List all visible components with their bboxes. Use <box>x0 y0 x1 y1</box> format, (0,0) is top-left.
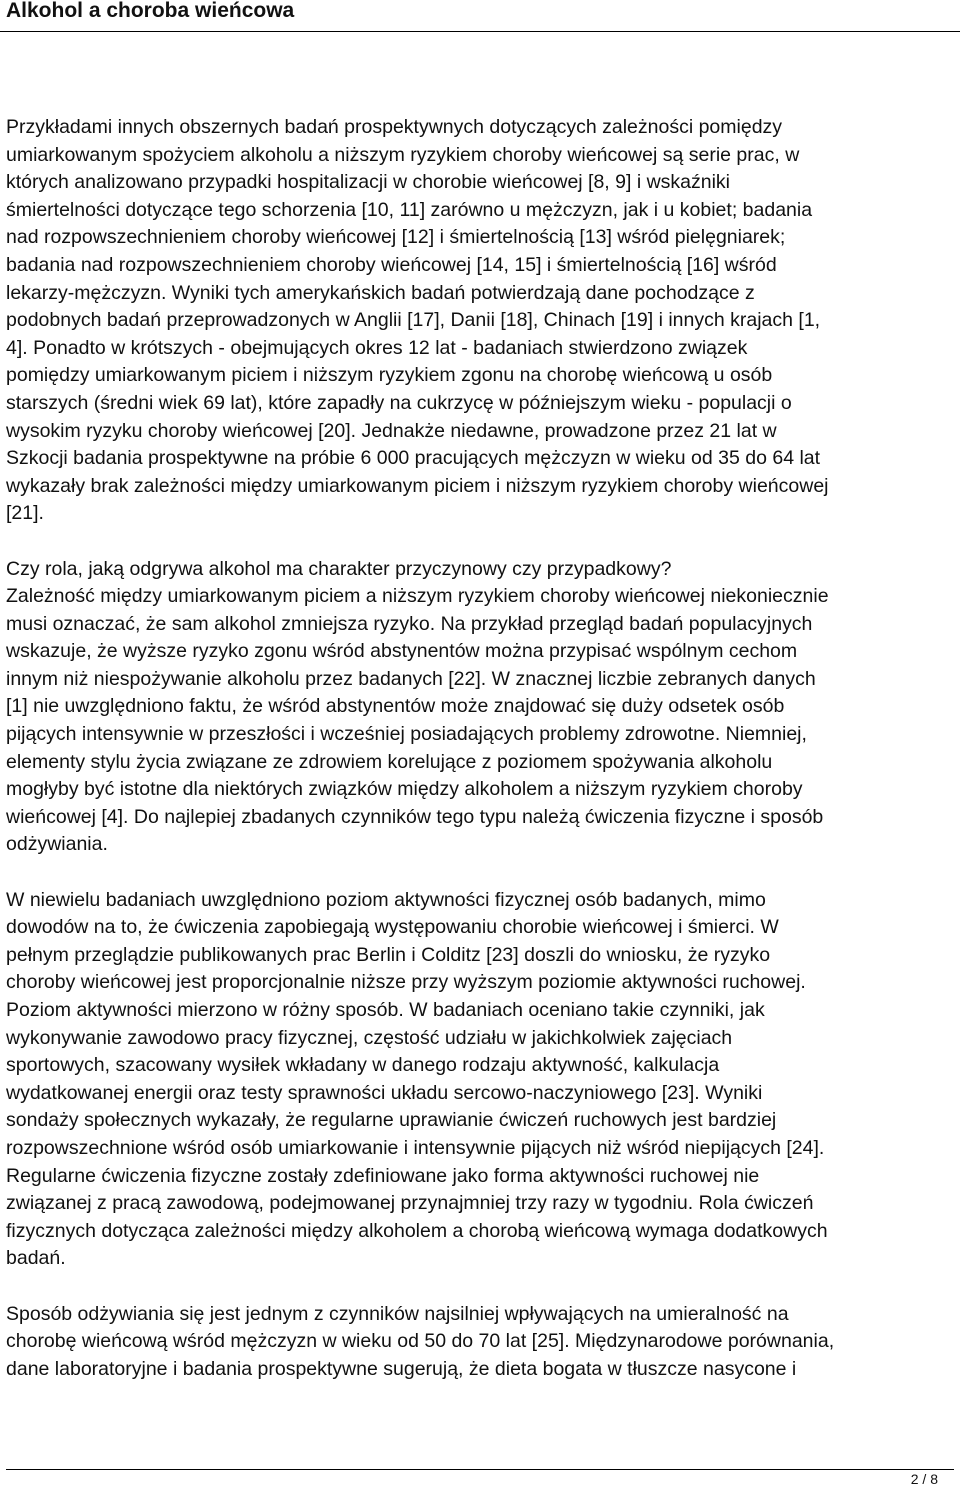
text-line: wykazały brak zależności między umiarkowanym piciem i niższym ryzykiem choroby wieńcowej <box>6 474 829 497</box>
text-line: odżywiania. <box>6 833 108 856</box>
text-line: [21]. <box>6 502 44 525</box>
paragraph-2 <box>6 556 954 860</box>
text-line: wydatkowanej energii oraz testy sprawności układu sercowo-naczyniowego [23]. Wyniki <box>6 1081 763 1104</box>
text-line: choroby wieńcowej jest proporcjonalnie niższe przy wyższym poziomie aktywności ruchowej. <box>6 971 806 994</box>
text-line: badania nad rozpowszechnieniem choroby wieńcowej [14, 15] i śmiertelnością [16] wśród <box>6 253 777 276</box>
text-line: dowodów na to, że ćwiczenia zapobiegają występowaniu chorobie wieńcowej i śmierci. W <box>6 916 779 939</box>
text-line: 4]. Ponadto w krótszych - obejmujących okres 12 lat - badaniach stwierdzono związek <box>6 336 748 359</box>
text-line: sportowych, szacowany wysiłek wkładany w danego rodzaju aktywność, kalkulacja <box>6 1054 720 1077</box>
text-line: Regularne ćwiczenia fizyczne zostały zdefiniowane jako forma aktywności ruchowej nie <box>6 1164 760 1187</box>
text-line: dane laboratoryjne i badania prospektywne sugerują, że dieta bogata w tłuszcze nasycone i <box>6 1357 797 1380</box>
text-line: wysokim ryzyku choroby wieńcowej [20]. Jednakże niedawne, prowadzone przez 21 lat w <box>6 419 777 442</box>
text-line: badań. <box>6 1247 66 1270</box>
text-line: lekarzy-mężczyzn. Wyniki tych amerykańskich badań potwierdzają dane pochodzące z <box>6 281 755 304</box>
text-line: sondaży społecznych wykazały, że regularne uprawianie ćwiczeń ruchowych jest bardziej <box>6 1109 777 1132</box>
text-line: musi oznaczać, że sam alkohol zmniejsza ryzyko. Na przykład przegląd badań populacyjnych <box>6 612 813 635</box>
text-line: Przykładami innych obszernych badań prospektywnych dotyczących zależności pomiędzy <box>6 116 783 138</box>
text-line: umiarkowanym spożyciem alkoholu a niższym ryzykiem choroby wieńcowej są serie prac, w <box>6 143 800 166</box>
text-line: wykonywanie zawodowo pracy fizycznej, częstość udziału w jakichkolwiek zajęciach <box>6 1026 733 1049</box>
text-line: elementy stylu życia związane ze zdrowiem korelujące z poziomem spożywania alkoholu <box>6 750 773 773</box>
text-line: których analizowano przypadki hospitalizacji w chorobie wieńcowej [8, 9] i wskaźniki <box>6 171 731 194</box>
text-line: pijących intensywnie w przeszłości i wcześniej posiadających problemy zdrowotne. Niemniej, <box>6 723 807 746</box>
text-line: [1] nie uwzględniono faktu, że wśród abstynentów może znajdować się duży odsetek osób <box>6 695 785 718</box>
text-line: mogłyby być istotne dla niektórych związków między alkoholem a niższym ryzykiem choroby <box>6 778 803 801</box>
page-number: 2 / 8 <box>910 1471 938 1487</box>
text-line: Szkocji badania prospektywne na próbie 6 000 pracujących mężczyzn w wieku od 35 do 64 lat <box>6 447 821 470</box>
text-line: Zależność między umiarkowanym piciem a niższym ryzykiem choroby wieńcowej niekoniecznie <box>6 585 829 608</box>
text-line: śmiertelności dotyczące tego schorzenia [10, 11] zarówno u mężczyzn, jak i u kobiet; badania <box>6 198 813 221</box>
text-line: pełnym przeglądzie publikowanych prac Berlin i Colditz [23] doszli do wniosku, że ryzyko <box>6 943 771 966</box>
text-line: podobnych badań przeprowadzonych w Anglii [17], Danii [18], Chinach [19] i innych krajach [1, <box>6 309 821 332</box>
document-body <box>6 114 954 1411</box>
title-divider <box>0 31 960 32</box>
text-line: wieńcowej [4]. Do najlepiej zbadanych czynników tego typu należą ćwiczenia fizyczne i sposób <box>6 805 824 828</box>
text-line: pomiędzy umiarkowanym piciem i niższym ryzykiem zgonu na chorobę wieńcową u osób <box>6 364 773 387</box>
text-line: innym niż niespożywanie alkoholu przez badanych [22]. W znacznej liczbie zebranych danych <box>6 667 816 690</box>
text-line: W niewielu badaniach uwzględniono poziom aktywności fizycznej osób badanych, mimo <box>6 888 766 911</box>
paragraph-3 <box>6 887 954 1273</box>
text-line: Czy rola, jaką odgrywa alkohol ma charakter przyczynowy czy przypadkowy? <box>6 557 672 580</box>
text-line: rozpowszechnione wśród osób umiarkowanie i intensywnie pijących niż wśród niepijących [24]. <box>6 1136 825 1159</box>
footer-divider <box>6 1469 954 1470</box>
text-line: nad rozpowszechnieniem choroby wieńcowej [12] i śmiertelnością [13] wśród pielęgniarek; <box>6 226 786 249</box>
text-line: Sposób odżywiania się jest jednym z czynników najsilniej wpływających na umieralność na <box>6 1302 789 1325</box>
text-line: związanej z pracą zawodową, podejmowanej przynajmniej trzy razy w tygodniu. Rola ćwiczeń <box>6 1192 814 1215</box>
text-line: chorobę wieńcową wśród mężczyzn w wieku od 50 do 70 lat [25]. Międzynarodowe porównania, <box>6 1330 835 1353</box>
text-line: fizycznych dotycząca zależności między alkoholem a chorobą wieńcową wymaga dodatkowych <box>6 1219 828 1242</box>
paragraph-1 <box>6 114 954 528</box>
text-line: Poziom aktywności mierzono w różny sposób. W badaniach oceniano takie czynniki, jak <box>6 999 765 1021</box>
page-title: Alkohol a choroba wieńcowa <box>6 0 295 22</box>
text-line: wskazuje, że wyższe ryzyko zgonu wśród abstynentów można przypisać wspólnym cechom <box>6 640 798 663</box>
paragraph-4 <box>6 1301 954 1384</box>
text-line: starszych (średni wiek 69 lat), które zapadły na cukrzycę w późniejszym wieku - populacji o <box>6 391 792 414</box>
